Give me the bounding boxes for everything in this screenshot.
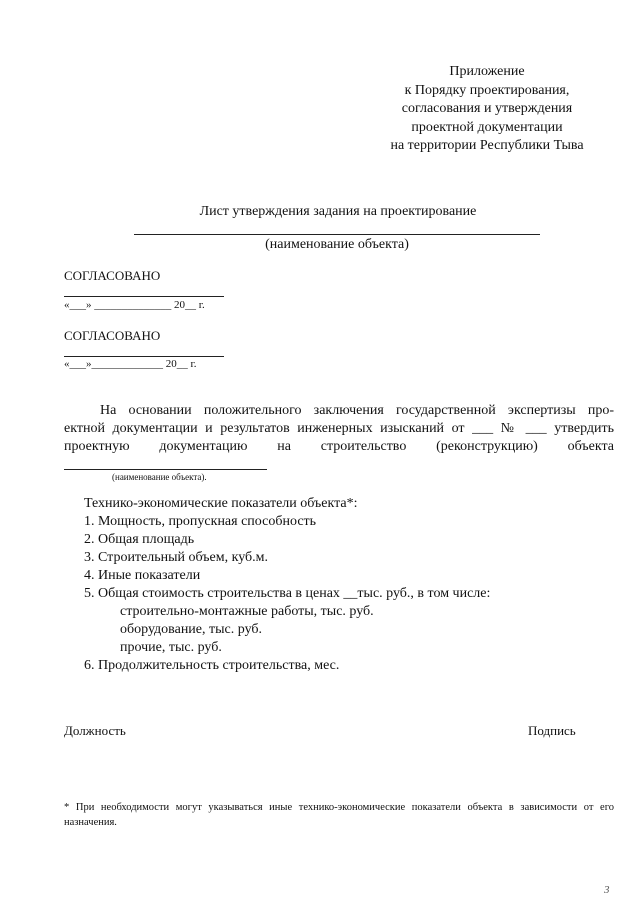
list-item: 6. Продолжительность строительства, мес. (84, 658, 340, 673)
list-sub-item: прочие, тыс. руб. (120, 640, 222, 655)
indicators-heading: Технико-экономические показатели объекта*: (84, 496, 358, 511)
approval-label: СОГЛАСОВАНО (64, 268, 161, 283)
list-item: 4. Иные показатели (84, 568, 201, 583)
list-item: 3. Строительный объем, куб.м. (84, 550, 269, 565)
approval-signature-line (64, 296, 224, 297)
paragraph-line-1: На основании положительного заключения государственной экспертизы про- (100, 403, 614, 418)
appendix-line: согласования и утверждения (401, 101, 573, 116)
paragraph-line-2: ектной документации и результатов инженерных изысканий от ___ № ___ утвердить (64, 421, 614, 436)
approval-date: «___»_____________ 20__ г. (64, 358, 197, 370)
approval-date: «___» ______________ 20__ г. (64, 299, 205, 311)
list-item: 1. Мощность, пропускная способность (84, 514, 317, 529)
document-title: Лист утверждения задания на проектирование (199, 204, 477, 219)
approval-label: СОГЛАСОВАНО (64, 328, 161, 343)
object-name-line (134, 234, 540, 235)
object-name-blank-line (64, 469, 267, 470)
appendix-line: к Порядку проектирования, (404, 82, 570, 98)
list-item: 5. Общая стоимость строительства в ценах __тыс. руб., в том числе: (84, 586, 491, 601)
list-sub-item: оборудование, тыс. руб. (120, 622, 263, 637)
object-name-caption: (наименование объекта) (265, 237, 409, 252)
appendix-line: проектной документации (411, 119, 563, 135)
indicators-list (84, 495, 490, 675)
list-sub-item: строительно-монтажные работы, тыс. руб. (120, 604, 374, 619)
appendix-line: на территории Республики Тыва (390, 138, 584, 153)
object-name-blank-caption: (наименование объекта). (112, 472, 207, 482)
appendix-line: Приложение (449, 64, 525, 79)
signature-label: Подпись (528, 723, 576, 738)
appendix-block (362, 63, 612, 156)
page-mark: 3 (604, 884, 610, 896)
position-label: Должность (64, 723, 126, 738)
list-item: 2. Общая площадь (84, 532, 195, 547)
footnote: * При необходимости могут указываться иные технико-экономические показатели объекта в зависимости от его назначения. (64, 802, 614, 828)
paragraph-line-3: проектную документацию на строительство (реконструкцию) объекта (64, 439, 614, 454)
